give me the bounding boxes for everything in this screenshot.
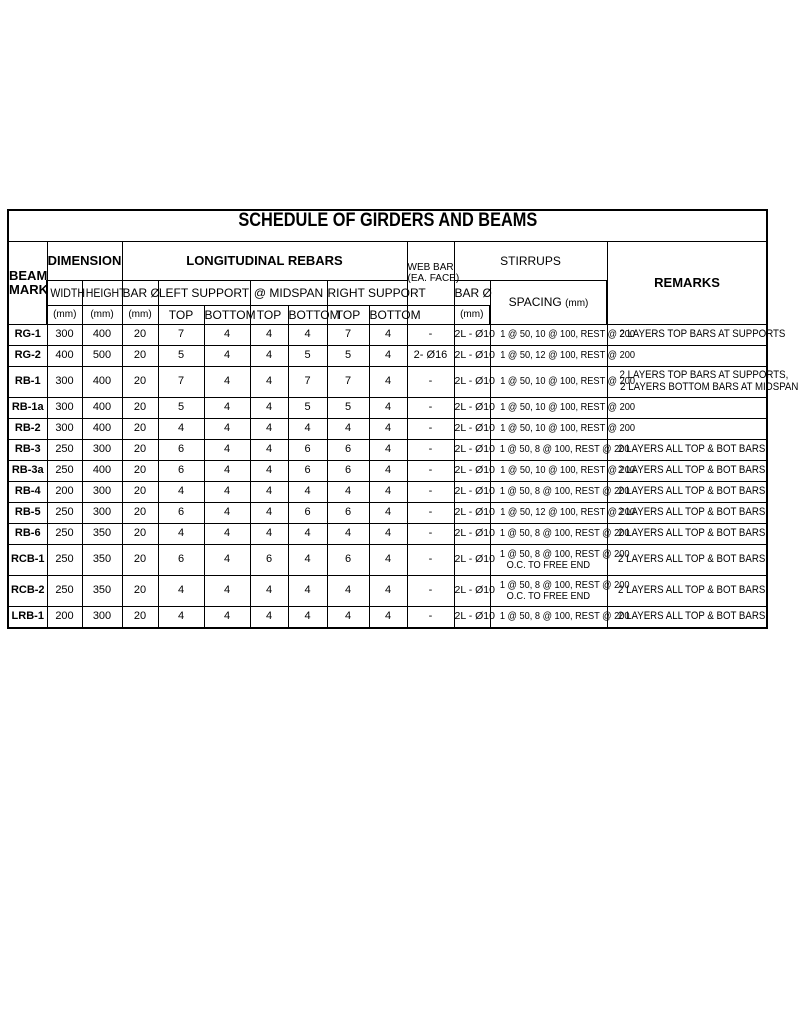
- web-bar-cell: -: [407, 503, 454, 524]
- table-row: [8, 325, 767, 346]
- spacing-cell: 1 @ 50, 8 @ 100, REST @ 200 O.C. TO FREE END: [490, 545, 607, 576]
- width-cell: 300: [47, 325, 82, 346]
- height-cell: 400: [82, 461, 122, 482]
- mid-top-cell: 4: [250, 607, 288, 629]
- remarks-cell: 2 LAYERS ALL TOP & BOT BARS: [607, 461, 767, 482]
- right-support-header: RIGHT SUPPORT: [327, 281, 407, 306]
- mid-top-cell: 4: [250, 325, 288, 346]
- height-cell: 350: [82, 545, 122, 576]
- left-bottom-cell: 4: [204, 346, 250, 367]
- right-top-cell: 6: [327, 503, 369, 524]
- left-bottom-cell: 4: [204, 419, 250, 440]
- mid-top-cell: 4: [250, 440, 288, 461]
- left-bottom-cell: 4: [204, 398, 250, 419]
- right-bottom-cell: 4: [369, 524, 407, 545]
- width-cell: 400: [47, 346, 82, 367]
- mid-bottom-cell: 4: [288, 482, 327, 503]
- table-row: [8, 503, 767, 524]
- left-support-header: LEFT SUPPORT: [158, 281, 250, 306]
- web-bar-cell: 2- Ø16: [407, 346, 454, 367]
- table-row: [8, 419, 767, 440]
- width-cell: 250: [47, 545, 82, 576]
- bar-dia-cell: 20: [122, 524, 158, 545]
- bar-dia-cell: 20: [122, 576, 158, 607]
- mid-top-cell: 4: [250, 576, 288, 607]
- left-top-cell: 7: [158, 325, 204, 346]
- stirrup-bar-cell: 2L - Ø10: [454, 367, 490, 398]
- height-cell: 300: [82, 503, 122, 524]
- left-bottom-cell: 4: [204, 503, 250, 524]
- spacing-cell: 1 @ 50, 10 @ 100, REST @ 200: [490, 325, 607, 346]
- right-bottom-cell: 4: [369, 503, 407, 524]
- beam-mark-cell: RB-6: [8, 524, 47, 545]
- bar-dia-cell: 20: [122, 503, 158, 524]
- table-row: [8, 461, 767, 482]
- beam-mark-header: BEAM MARK: [8, 242, 47, 325]
- beam-mark-cell: RB-5: [8, 503, 47, 524]
- web-bar-cell: -: [407, 419, 454, 440]
- height-header: HEIGHT: [82, 281, 122, 306]
- beam-mark-cell: RG-2: [8, 346, 47, 367]
- stirrup-bar-unit: (mm): [454, 306, 490, 325]
- height-cell: 400: [82, 398, 122, 419]
- schedule-table: [7, 209, 798, 629]
- mid-bottom-cell: 4: [288, 524, 327, 545]
- remarks-cell: 2 LAYERS ALL TOP & BOT BARS: [607, 482, 767, 503]
- width-cell: 300: [47, 367, 82, 398]
- mid-bottom-cell: 4: [288, 419, 327, 440]
- bar-dia-header: BAR Ø: [122, 281, 158, 306]
- right-top-cell: 6: [327, 461, 369, 482]
- mid-top-cell: 4: [250, 524, 288, 545]
- right-top-cell: 7: [327, 325, 369, 346]
- mid-bottom-cell: 6: [288, 461, 327, 482]
- height-cell: 400: [82, 367, 122, 398]
- width-cell: 200: [47, 482, 82, 503]
- left-top-cell: 6: [158, 461, 204, 482]
- mid-bottom-cell: 4: [288, 325, 327, 346]
- spacing-header: SPACING (mm): [490, 281, 607, 325]
- mid-bottom-cell: 6: [288, 440, 327, 461]
- width-cell: 200: [47, 607, 82, 629]
- stirrup-bar-cell: 2L - Ø10: [454, 607, 490, 629]
- spacing-cell: 1 @ 50, 10 @ 100, REST @ 200: [490, 367, 607, 398]
- beam-mark-cell: RB-4: [8, 482, 47, 503]
- width-cell: 250: [47, 461, 82, 482]
- dimension-header: DIMENSION: [47, 242, 122, 281]
- left-top-cell: 4: [158, 482, 204, 503]
- spacing-cell: 1 @ 50, 8 @ 100, REST @ 200: [490, 524, 607, 545]
- left-bottom-cell: 4: [204, 367, 250, 398]
- mid-bottom-cell: 6: [288, 503, 327, 524]
- remarks-cell: 2 LAYERS ALL TOP & BOT BARS: [607, 503, 767, 524]
- web-bar-cell: -: [407, 524, 454, 545]
- right-bottom-cell: 4: [369, 576, 407, 607]
- mid-bottom-cell: 7: [288, 367, 327, 398]
- web-bar-cell: -: [407, 576, 454, 607]
- mid-top-header: TOP: [250, 306, 288, 325]
- table-row: [8, 367, 767, 398]
- table-title: SCHEDULE OF GIRDERS AND BEAMS: [238, 210, 538, 231]
- right-top-cell: 4: [327, 419, 369, 440]
- height-unit: (mm): [82, 306, 122, 325]
- height-cell: 400: [82, 325, 122, 346]
- mid-bottom-header: BOTTOM: [288, 306, 327, 325]
- spacing-cell: 1 @ 50, 12 @ 100, REST @ 200: [490, 503, 607, 524]
- web-bar-cell: -: [407, 398, 454, 419]
- left-bottom-cell: 4: [204, 607, 250, 629]
- right-bottom-cell: 4: [369, 325, 407, 346]
- web-bar-cell: -: [407, 607, 454, 629]
- width-cell: 250: [47, 440, 82, 461]
- table-row: [8, 524, 767, 545]
- remarks-cell: 2 LAYERS ALL TOP & BOT BARS: [607, 607, 767, 629]
- left-top-cell: 6: [158, 545, 204, 576]
- left-bottom-cell: 4: [204, 461, 250, 482]
- right-bottom-cell: 4: [369, 346, 407, 367]
- mid-top-cell: 4: [250, 482, 288, 503]
- mid-top-cell: 4: [250, 367, 288, 398]
- bar-dia-cell: 20: [122, 346, 158, 367]
- stirrups-header: STIRRUPS: [454, 242, 607, 281]
- width-cell: 300: [47, 419, 82, 440]
- mid-top-cell: 4: [250, 398, 288, 419]
- right-top-cell: 7: [327, 367, 369, 398]
- beam-mark-cell: RCB-2: [8, 576, 47, 607]
- remarks-cell: 2 LAYERS ALL TOP & BOT BARS: [607, 576, 767, 607]
- stirrup-bar-cell: 2L - Ø10: [454, 419, 490, 440]
- height-cell: 300: [82, 440, 122, 461]
- table-title-cell: [8, 210, 767, 242]
- right-top-cell: 6: [327, 440, 369, 461]
- left-bottom-cell: 4: [204, 482, 250, 503]
- mid-top-cell: 4: [250, 346, 288, 367]
- right-top-cell: 4: [327, 576, 369, 607]
- table-row: [8, 398, 767, 419]
- bar-dia-cell: 20: [122, 545, 158, 576]
- stirrup-bar-cell: 2L - Ø10: [454, 440, 490, 461]
- spacing-cell: 1 @ 50, 10 @ 100, REST @ 200: [490, 461, 607, 482]
- right-top-cell: 4: [327, 607, 369, 629]
- table-row: [8, 440, 767, 461]
- right-top-cell: 5: [327, 398, 369, 419]
- table-row: [8, 482, 767, 503]
- web-bar-cell: -: [407, 440, 454, 461]
- right-bottom-cell: 4: [369, 545, 407, 576]
- remarks-cell: 2 LAYERS ALL TOP & BOT BARS: [607, 545, 767, 576]
- spacing-cell: 1 @ 50, 8 @ 100, REST @ 200: [490, 607, 607, 629]
- left-top-cell: 5: [158, 398, 204, 419]
- mid-bottom-cell: 4: [288, 576, 327, 607]
- right-top-header: TOP: [327, 306, 369, 325]
- spacing-cell: 1 @ 50, 8 @ 100, REST @ 200: [490, 440, 607, 461]
- height-cell: 300: [82, 607, 122, 629]
- left-top-cell: 5: [158, 346, 204, 367]
- left-bottom-cell: 4: [204, 545, 250, 576]
- beam-mark-cell: RG-1: [8, 325, 47, 346]
- right-top-cell: 5: [327, 346, 369, 367]
- bar-dia-cell: 20: [122, 482, 158, 503]
- mid-bottom-cell: 4: [288, 545, 327, 576]
- height-cell: 300: [82, 482, 122, 503]
- left-top-cell: 6: [158, 440, 204, 461]
- bar-dia-cell: 20: [122, 398, 158, 419]
- left-bottom-header: BOTTOM: [204, 306, 250, 325]
- beam-mark-cell: RB-3: [8, 440, 47, 461]
- bar-dia-cell: 20: [122, 461, 158, 482]
- right-bottom-cell: 4: [369, 482, 407, 503]
- bar-dia-cell: 20: [122, 325, 158, 346]
- right-top-cell: 4: [327, 524, 369, 545]
- remarks-cell: 2 LAYERS ALL TOP & BOT BARS: [607, 524, 767, 545]
- beam-mark-cell: RB-1a: [8, 398, 47, 419]
- spacing-cell: 1 @ 50, 10 @ 100, REST @ 200: [490, 419, 607, 440]
- right-bottom-cell: 4: [369, 607, 407, 629]
- web-bar-cell: -: [407, 482, 454, 503]
- table-row: [8, 607, 767, 629]
- stirrup-bar-cell: 2L - Ø10: [454, 503, 490, 524]
- stirrup-bar-cell: 2L - Ø10: [454, 576, 490, 607]
- left-top-cell: 7: [158, 367, 204, 398]
- mid-top-cell: 6: [250, 545, 288, 576]
- right-bottom-cell: 4: [369, 398, 407, 419]
- midspan-header: @ MIDSPAN: [250, 281, 327, 306]
- remarks-cell: 2 LAYERS ALL TOP & BOT BARS: [607, 440, 767, 461]
- stirrup-bar-cell: 2L - Ø10: [454, 545, 490, 576]
- left-top-cell: 6: [158, 503, 204, 524]
- remarks-cell: 2 LAYERS TOP BARS AT SUPPORTS, 2 LAYERS BOTTOM BARS AT MIDSPAN: [607, 367, 767, 398]
- left-bottom-cell: 4: [204, 576, 250, 607]
- left-top-cell: 4: [158, 607, 204, 629]
- right-top-cell: 6: [327, 545, 369, 576]
- stirrup-bar-cell: 2L - Ø10: [454, 482, 490, 503]
- width-cell: 300: [47, 398, 82, 419]
- left-bottom-cell: 4: [204, 440, 250, 461]
- web-bar-cell: -: [407, 325, 454, 346]
- bar-dia-cell: 20: [122, 607, 158, 629]
- stirrup-bar-cell: 2L - Ø10: [454, 325, 490, 346]
- width-header: WIDTH: [47, 281, 82, 306]
- left-bottom-cell: 4: [204, 524, 250, 545]
- beam-mark-cell: RCB-1: [8, 545, 47, 576]
- width-cell: 250: [47, 576, 82, 607]
- bar-dia-cell: 20: [122, 419, 158, 440]
- height-cell: 400: [82, 419, 122, 440]
- mid-top-cell: 4: [250, 503, 288, 524]
- right-bottom-cell: 4: [369, 461, 407, 482]
- beam-mark-cell: RB-3a: [8, 461, 47, 482]
- width-cell: 250: [47, 503, 82, 524]
- right-bottom-cell: 4: [369, 367, 407, 398]
- beam-mark-cell: RB-2: [8, 419, 47, 440]
- stirrup-bar-header: BAR Ø: [454, 281, 490, 306]
- spacing-cell: 1 @ 50, 10 @ 100, REST @ 200: [490, 398, 607, 419]
- mid-top-cell: 4: [250, 419, 288, 440]
- right-bottom-cell: 4: [369, 440, 407, 461]
- left-bottom-cell: 4: [204, 325, 250, 346]
- height-cell: 350: [82, 576, 122, 607]
- mid-bottom-cell: 4: [288, 607, 327, 629]
- spacing-cell: 1 @ 50, 12 @ 100, REST @ 200: [490, 346, 607, 367]
- left-top-cell: 4: [158, 576, 204, 607]
- bar-dia-cell: 20: [122, 440, 158, 461]
- right-bottom-header: BOTTOM: [369, 306, 407, 325]
- web-bar-cell: -: [407, 367, 454, 398]
- left-top-cell: 4: [158, 419, 204, 440]
- remarks-header: REMARKS: [607, 242, 767, 325]
- right-bottom-cell: 4: [369, 419, 407, 440]
- stirrup-bar-cell: 2L - Ø10: [454, 524, 490, 545]
- spacing-cell: 1 @ 50, 8 @ 100, REST @ 200: [490, 482, 607, 503]
- remarks-cell: 2 LAYERS TOP BARS AT SUPPORTS: [607, 325, 767, 346]
- table-row: [8, 346, 767, 367]
- spacing-cell: 1 @ 50, 8 @ 100, REST @ 200 O.C. TO FREE END: [490, 576, 607, 607]
- table-row: [8, 545, 767, 576]
- table-row: [8, 576, 767, 607]
- stirrup-bar-cell: 2L - Ø10: [454, 398, 490, 419]
- stirrup-bar-cell: 2L - Ø10: [454, 346, 490, 367]
- mid-top-cell: 4: [250, 461, 288, 482]
- web-bar-cell: -: [407, 545, 454, 576]
- mid-bottom-cell: 5: [288, 398, 327, 419]
- bar-unit: (mm): [122, 306, 158, 325]
- height-cell: 500: [82, 346, 122, 367]
- left-top-cell: 4: [158, 524, 204, 545]
- web-bar-cell: -: [407, 461, 454, 482]
- width-cell: 250: [47, 524, 82, 545]
- beam-mark-cell: RB-1: [8, 367, 47, 398]
- web-bar-header: WEB BAR (EA. FACE): [407, 242, 454, 306]
- stirrup-bar-cell: 2L - Ø10: [454, 461, 490, 482]
- left-top-header: TOP: [158, 306, 204, 325]
- longitudinal-rebars-header: LONGITUDINAL REBARS: [122, 242, 407, 281]
- mid-bottom-cell: 5: [288, 346, 327, 367]
- right-top-cell: 4: [327, 482, 369, 503]
- width-unit: (mm): [47, 306, 82, 325]
- beam-mark-cell: LRB-1: [8, 607, 47, 629]
- height-cell: 350: [82, 524, 122, 545]
- bar-dia-cell: 20: [122, 367, 158, 398]
